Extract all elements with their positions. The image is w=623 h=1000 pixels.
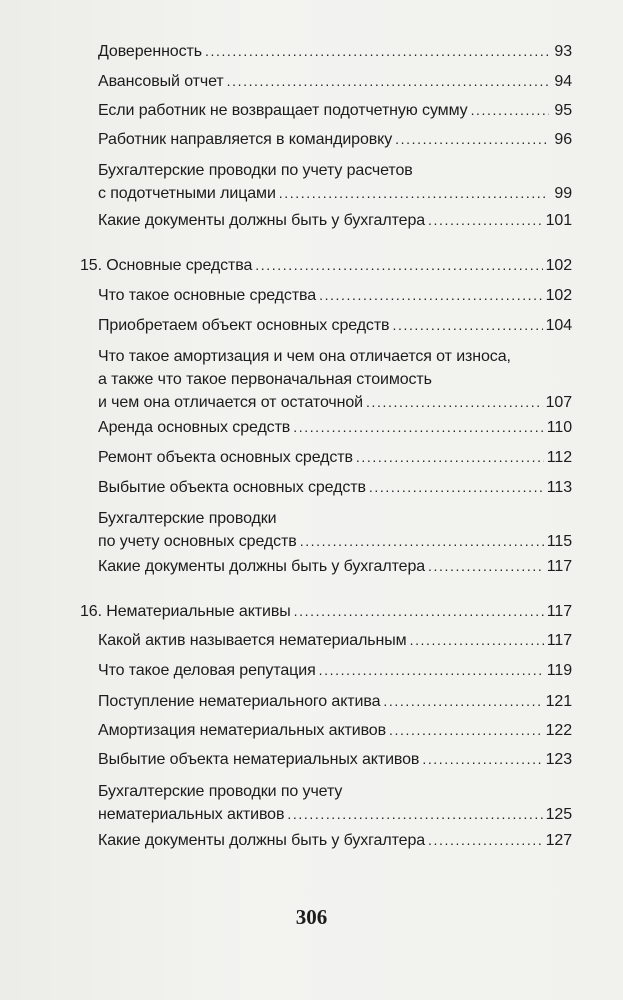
toc-entry-title: Аренда основных средств bbox=[98, 419, 291, 436]
toc-chapter bbox=[80, 600, 572, 623]
toc-entry bbox=[98, 159, 572, 205]
toc-entry bbox=[98, 128, 572, 151]
toc-chapter-title: 15. Основные средства bbox=[80, 257, 253, 274]
leader-dots bbox=[279, 182, 549, 205]
toc-entry-title: Выбытие объекта нематериальных активов bbox=[98, 751, 420, 768]
toc-page-number: 117 bbox=[546, 558, 572, 575]
leader-dots bbox=[319, 284, 543, 307]
leader-dots bbox=[383, 690, 542, 713]
toc-page-number: 99 bbox=[554, 185, 572, 202]
toc-page-number: 127 bbox=[545, 832, 572, 849]
toc-page-number: 110 bbox=[546, 419, 572, 436]
toc-entry-title-line: Бухгалтерские проводки по учету bbox=[98, 783, 343, 800]
toc-entry-title-line: а также что такое первоначальная стоимость bbox=[98, 371, 432, 388]
toc-entry-title: с подотчетными лицами bbox=[98, 185, 276, 202]
toc-entry bbox=[98, 99, 572, 122]
toc-page-number: 112 bbox=[546, 449, 572, 466]
toc-entry bbox=[98, 629, 572, 652]
toc-page-number: 102 bbox=[545, 287, 572, 304]
toc-entry-title: и чем она отличается от остаточной bbox=[98, 394, 364, 411]
toc-entry-title: Приобретаем объект основных средств bbox=[98, 317, 390, 334]
leader-dots bbox=[410, 629, 544, 652]
toc-entry-title: Какие документы должны быть у бухгалтера bbox=[98, 832, 426, 849]
toc-entry-title: по учету основных средств bbox=[98, 533, 297, 550]
toc-entry-title-line: Что такое амортизация и чем она отличается от износа, bbox=[98, 348, 511, 365]
toc-entry bbox=[98, 719, 572, 742]
toc-entry bbox=[98, 476, 572, 499]
toc-entry-title: Какие документы должны быть у бухгалтера bbox=[98, 558, 426, 575]
leader-dots bbox=[366, 391, 543, 414]
toc-page-number: 107 bbox=[545, 394, 572, 411]
leader-dots bbox=[227, 70, 549, 93]
toc-entry bbox=[98, 446, 572, 469]
toc-page-number: 102 bbox=[545, 257, 572, 274]
leader-dots bbox=[294, 600, 544, 623]
toc-entry-title: Авансовый отчет bbox=[98, 73, 224, 90]
leader-dots bbox=[428, 829, 543, 852]
page-number: 306 bbox=[295, 905, 328, 929]
toc-entry-title: Поступление нематериального актива bbox=[98, 693, 381, 710]
toc-entry bbox=[98, 507, 572, 553]
leader-dots bbox=[428, 555, 544, 578]
leader-dots bbox=[255, 254, 542, 277]
toc-entry-title: Ремонт объекта основных средств bbox=[98, 449, 353, 466]
toc-page-number: 93 bbox=[554, 43, 572, 60]
leader-dots bbox=[356, 446, 544, 469]
toc-page-number: 122 bbox=[545, 722, 572, 739]
toc-page-number: 123 bbox=[545, 751, 572, 768]
toc-page-number: 104 bbox=[545, 317, 572, 334]
toc-entry-title: Амортизация нематериальных активов bbox=[98, 722, 387, 739]
leader-dots bbox=[319, 659, 544, 682]
toc-chapter bbox=[80, 254, 572, 277]
toc-entry bbox=[98, 780, 572, 826]
toc-entry-title: Выбытие объекта основных средств bbox=[98, 479, 366, 496]
toc-entry-title: Доверенность bbox=[98, 43, 202, 60]
toc-entry-title: Работник направляется в командировку bbox=[98, 131, 393, 148]
toc-entry bbox=[98, 555, 572, 578]
toc-page-number: 95 bbox=[554, 102, 572, 119]
toc-page-number: 113 bbox=[546, 479, 572, 496]
toc-entry bbox=[98, 829, 572, 852]
toc-entry-title: Что такое основные средства bbox=[98, 287, 317, 304]
toc-entry-title-line: Бухгалтерские проводки по учету расчетов bbox=[98, 162, 413, 179]
toc-page-number: 119 bbox=[546, 662, 572, 679]
leader-dots bbox=[395, 128, 549, 151]
leader-dots bbox=[428, 209, 543, 232]
leader-dots bbox=[389, 719, 543, 742]
toc-page-number: 121 bbox=[545, 693, 572, 710]
toc-page-number: 117 bbox=[546, 632, 572, 649]
toc-entry bbox=[98, 345, 572, 414]
toc-page-number: 96 bbox=[554, 131, 572, 148]
toc-entry bbox=[98, 690, 572, 713]
toc-chapter-title: 16. Нематериальные активы bbox=[80, 603, 291, 620]
leader-dots bbox=[300, 530, 544, 553]
toc-page-number: 101 bbox=[545, 212, 572, 229]
toc-entry-title: Какие документы должны быть у бухгалтера bbox=[98, 212, 426, 229]
toc-entry bbox=[98, 748, 572, 771]
toc-entry bbox=[98, 209, 572, 232]
toc-page-number: 117 bbox=[546, 603, 572, 620]
leader-dots bbox=[369, 476, 544, 499]
toc-entry bbox=[98, 659, 572, 682]
toc-entry-title: Какой актив называется нематериальным bbox=[98, 632, 407, 649]
toc-page-number: 125 bbox=[545, 806, 572, 823]
toc-entry-title: Если работник не возвращает подотчетную сумму bbox=[98, 102, 468, 119]
toc-entry bbox=[98, 416, 572, 439]
toc-entry-title: Что такое деловая репутация bbox=[98, 662, 316, 679]
toc-page-number: 115 bbox=[546, 533, 572, 550]
leader-dots bbox=[293, 416, 544, 439]
leader-dots bbox=[422, 748, 542, 771]
leader-dots bbox=[287, 803, 542, 826]
leader-dots bbox=[205, 40, 549, 63]
toc-entry bbox=[98, 284, 572, 307]
toc-entry bbox=[98, 40, 572, 63]
toc-entry-title-line: Бухгалтерские проводки bbox=[98, 510, 277, 527]
toc-entry bbox=[98, 314, 572, 337]
leader-dots bbox=[471, 99, 549, 122]
toc-entry-title: нематериальных активов bbox=[98, 806, 285, 823]
toc-page-number: 94 bbox=[554, 73, 572, 90]
toc-entry bbox=[98, 70, 572, 93]
leader-dots bbox=[392, 314, 542, 337]
